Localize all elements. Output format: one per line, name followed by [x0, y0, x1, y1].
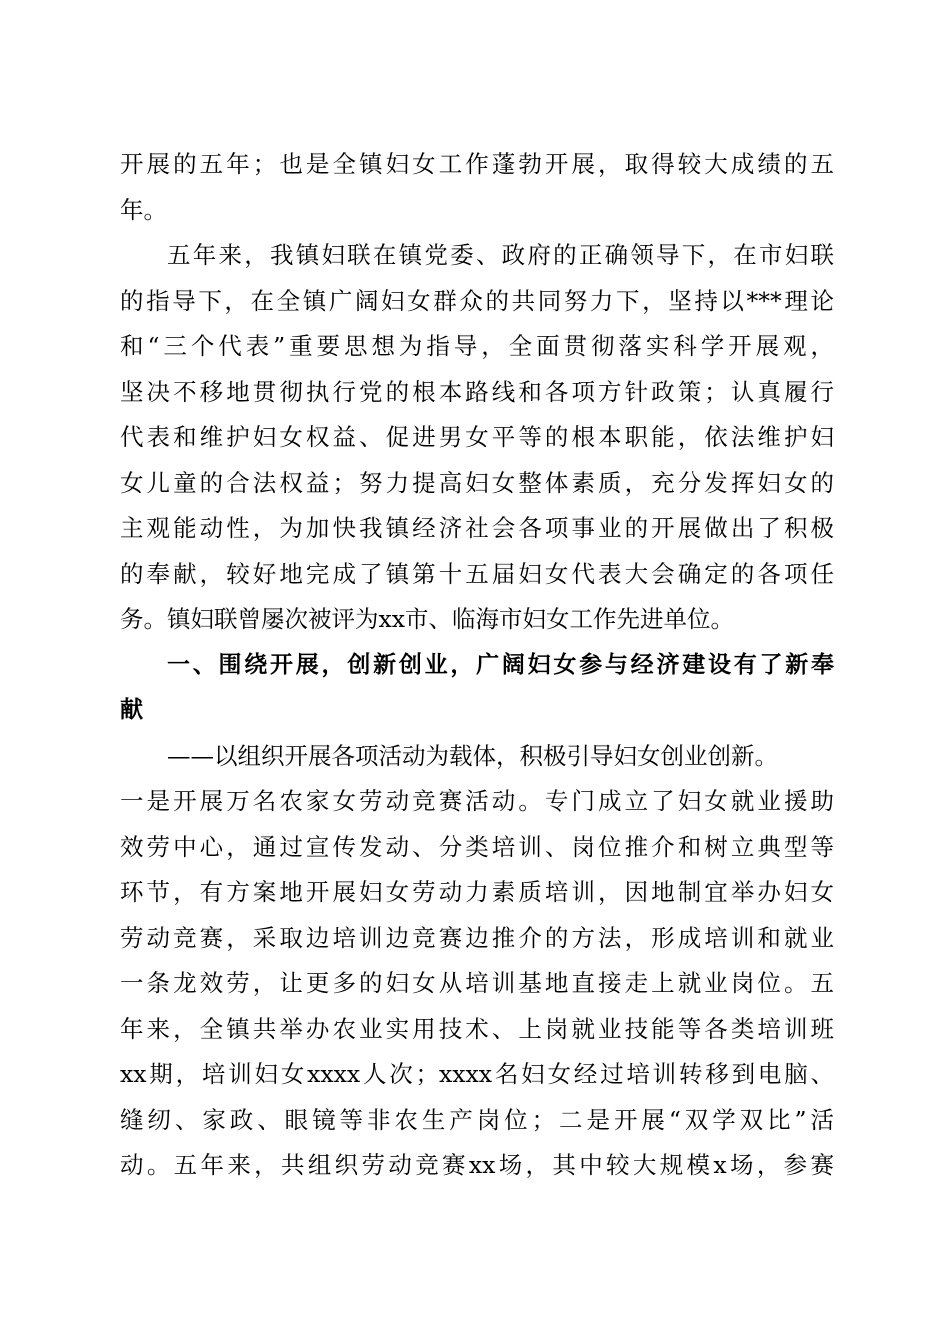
- text-line: 缝纫、家政、眼镜等非农生产岗位；二是开展“双学双比”活: [120, 1105, 834, 1134]
- text-line: 年。: [120, 195, 167, 224]
- subtitle-line: ——以组织开展各项活动为载体，积极引导妇女创业创新。: [167, 741, 778, 770]
- text-line: 女儿童的合法权益；努力提高妇女整体素质，充分发挥妇女的: [120, 468, 834, 497]
- text-line: 务。镇妇联曾屡次被评为xx市、临海市妇女工作先进单位。: [120, 605, 735, 633]
- text-line: xx期，培训妇女xxxx人次；xxxx名妇女经过培训转移到电脑、: [120, 1060, 834, 1088]
- section-heading-continued: 献: [120, 697, 143, 723]
- text-line: 主观能动性，为加快我镇经济社会各项事业的开展做出了积极: [120, 514, 834, 542]
- paragraph-start-line: 五年来，我镇妇联在镇党委、政府的正确领导下，在市妇联: [167, 241, 834, 269]
- text-line: 效劳中心，通过宣传发动、分类培训、岗位推介和树立典型等: [120, 832, 834, 861]
- text-line: 的奉献，较好地完成了镇第十五届妇女代表大会确定的各项任: [120, 559, 834, 588]
- text-line: 一是开展万名农家女劳动竞赛活动。专门成立了妇女就业援助: [120, 787, 834, 815]
- text-line: 的指导下，在全镇广阔妇女群众的共同努力下，坚持以***理论: [120, 286, 834, 315]
- text-line: 一条龙效劳，让更多的妇女从培训基地直接走上就业岗位。五: [120, 969, 834, 997]
- text-line: 开展的五年；也是全镇妇女工作蓬勃开展，取得较大成绩的五: [120, 150, 834, 178]
- text-line: 代表和维护妇女权益、促进男女平等的根本职能，依法维护妇: [120, 423, 834, 451]
- text-line: 和“三个代表”重要思想为指导，全面贯彻落实科学开展观，: [120, 332, 834, 360]
- text-line: 坚决不移地贯彻执行党的根本路线和各项方针政策；认真履行: [120, 377, 834, 406]
- text-line: 年来，全镇共举办农业实用技术、上岗就业技能等各类培训班: [120, 1014, 834, 1043]
- document-page: [120, 142, 834, 1189]
- text-line: 环节，有方案地开展妇女劳动力素质培训，因地制宜举办妇女: [120, 878, 834, 906]
- text-line: 动。五年来，共组织劳动竞赛xx场，其中较大规模x场，参赛: [120, 1151, 834, 1179]
- text-line: 劳动竞赛，采取边培训边竞赛边推介的方法，形成培训和就业: [120, 923, 834, 952]
- section-heading: 一、围绕开展，创新创业，广阔妇女参与经济建设有了新奉: [167, 651, 834, 678]
